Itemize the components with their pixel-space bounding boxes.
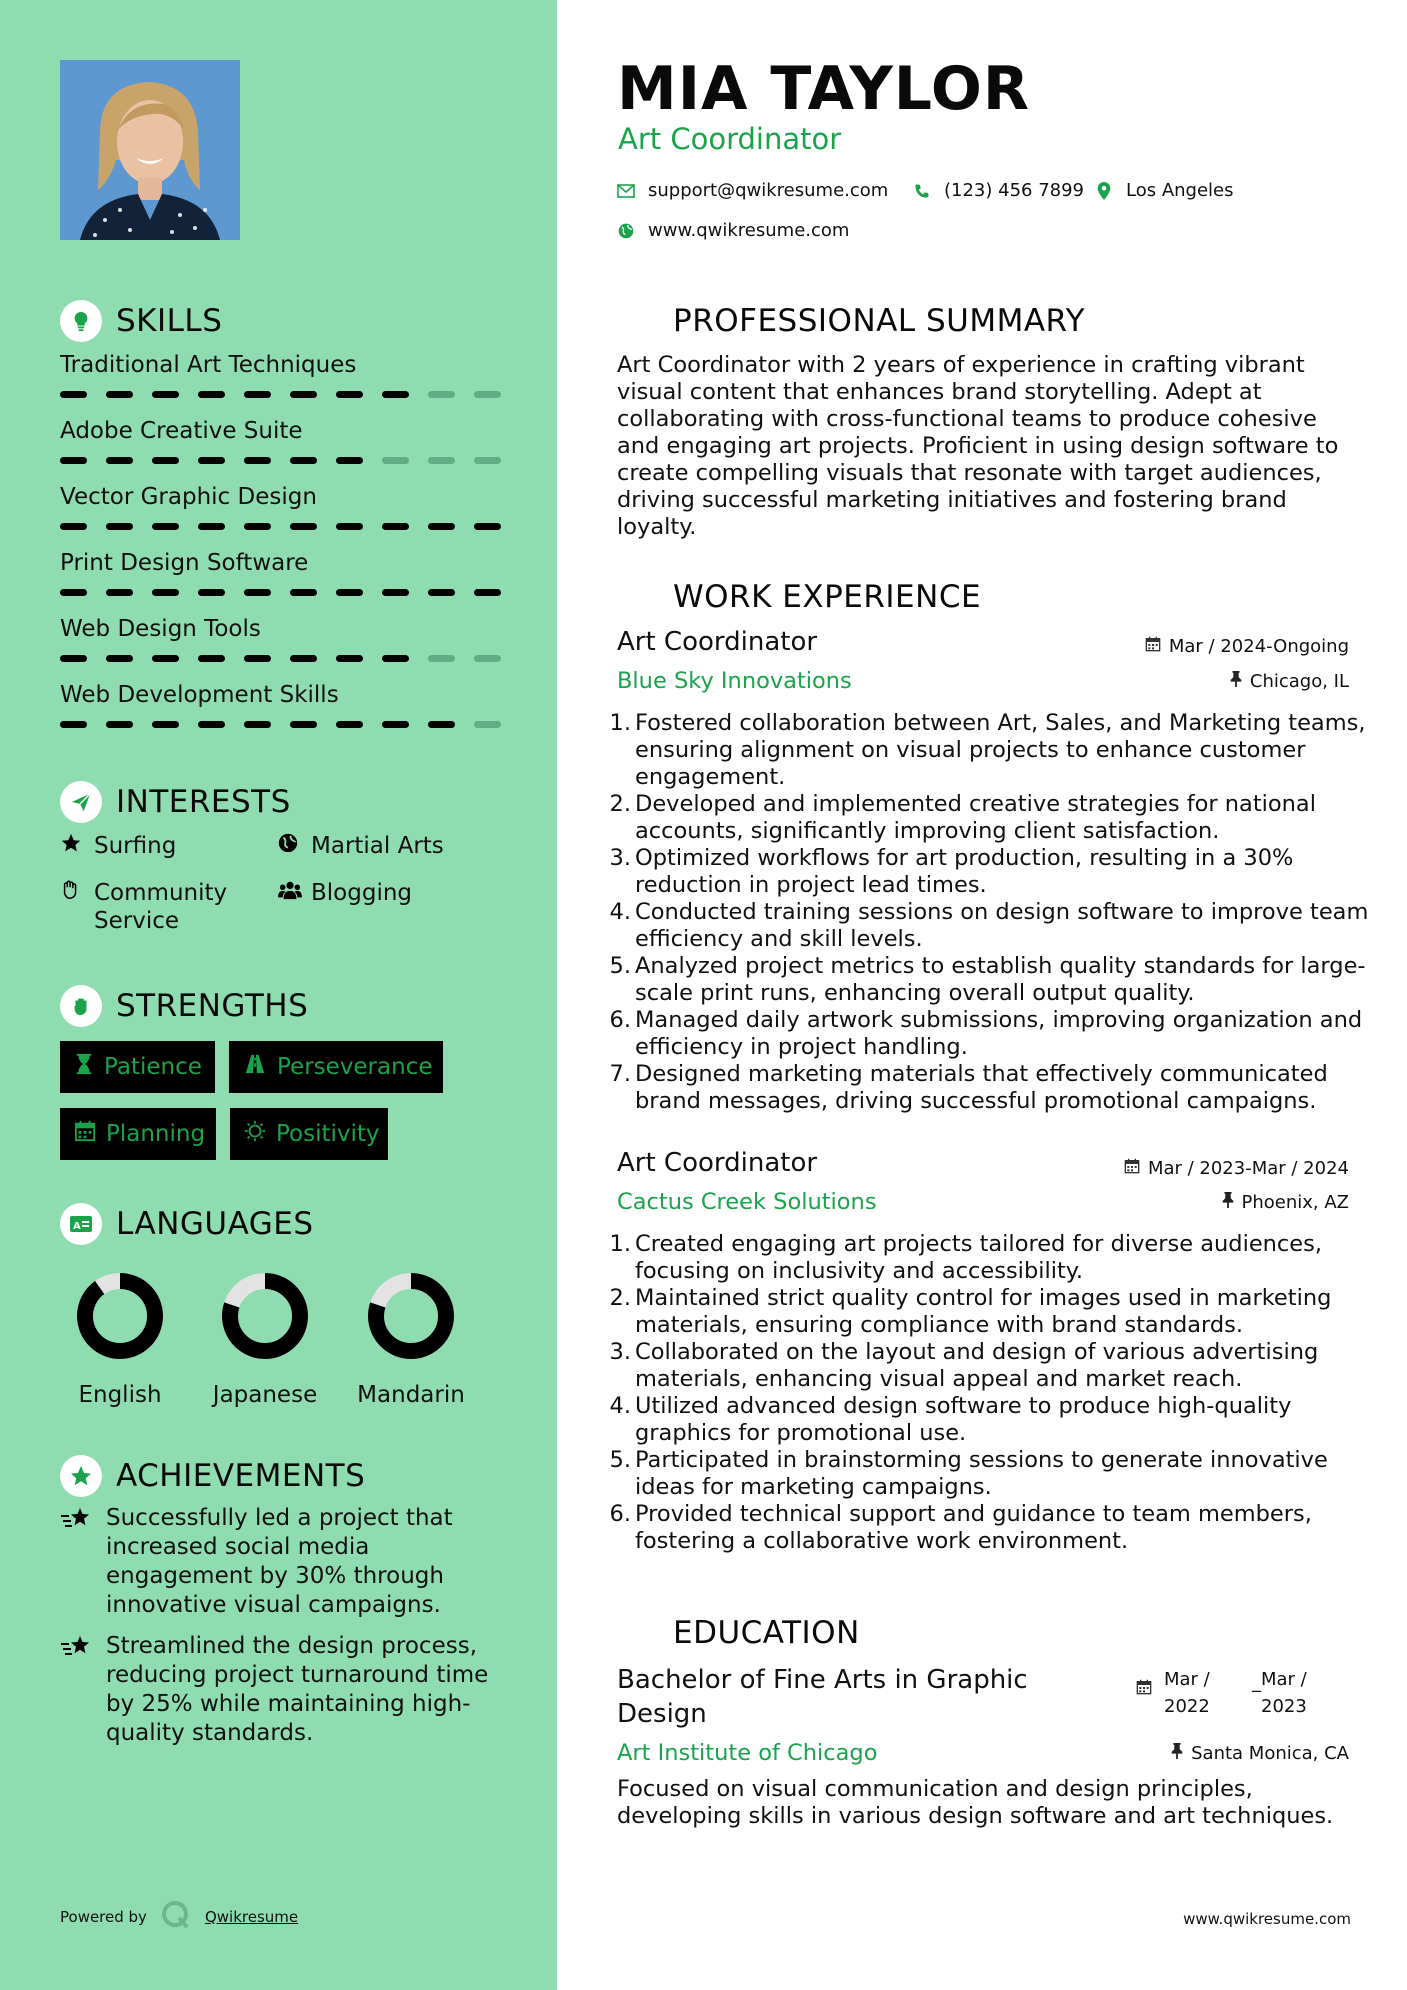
skill-dot-filled (290, 655, 317, 662)
achievement-item (60, 1632, 500, 1748)
skill-level-bar (60, 721, 501, 728)
footer-url[interactable]: www.qwikresume.com (1183, 1910, 1351, 1928)
bullet-text: Created engaging art projects tailored for diverse audiences, focusing on inclusivity and accessibility. (635, 1231, 1323, 1284)
bullet-text: Developed and implemented creative strategies for national accounts, significantly improving client satisfaction. (635, 791, 1316, 844)
sun-icon (244, 1120, 266, 1148)
bullet-text: Conducted training sessions on design software to improve team efficiency and skill levels. (635, 899, 1369, 952)
powered-by (60, 1900, 298, 1934)
globe-icon (277, 832, 301, 861)
user-icon (617, 300, 659, 342)
hourglass-icon (74, 1053, 94, 1081)
skill-dot-filled (152, 589, 179, 596)
shooting-star-icon (60, 1632, 94, 1748)
skill-dot-filled (60, 589, 87, 596)
language-donut-fill (85, 1281, 155, 1351)
strength-badge (60, 1108, 216, 1160)
globe-icon (616, 223, 636, 239)
bullet-text: Optimized workflows for art production, resulting in a 30% reduction in project lead times. (635, 845, 1294, 898)
skill-dot-filled (474, 589, 501, 596)
strength-label: Perseverance (277, 1054, 433, 1080)
skills-title: SKILLS (116, 303, 223, 339)
job-title: Art Coordinator (617, 1148, 818, 1178)
skills-heading (60, 300, 222, 342)
skill-level-bar (60, 391, 501, 398)
strengths-title: STRENGTHS (116, 988, 309, 1024)
contact-phone[interactable] (912, 180, 1084, 201)
skill-dot-filled (382, 655, 409, 662)
star-badge-icon (60, 1455, 102, 1497)
skill-dot-filled (474, 523, 501, 530)
skill-name: Traditional Art Techniques (60, 352, 357, 378)
skill-dot-empty (428, 457, 455, 464)
skill-name: Web Design Tools (60, 616, 261, 642)
skill-dot-filled (152, 523, 179, 530)
star-icon (60, 832, 84, 861)
skill-dot-filled (198, 721, 225, 728)
job-bullets (609, 710, 1369, 1115)
achievement-text: Streamlined the design process, reducing project turnaround time by 25% while maintaining high-quality standards. (106, 1633, 489, 1746)
achievements-heading (60, 1455, 365, 1497)
bullet-number: 3. (609, 1339, 631, 1365)
language-item (341, 1268, 481, 1408)
skill-dot-filled (244, 655, 271, 662)
language-name: Japanese (212, 1382, 318, 1408)
bullet-number: 3. (609, 845, 631, 871)
location-text: Los Angeles (1126, 180, 1234, 201)
language-icon (60, 1203, 102, 1245)
interests-title: INTERESTS (116, 784, 291, 820)
job-bullet (609, 791, 1369, 845)
job-bullet (609, 710, 1369, 791)
language-item (195, 1268, 335, 1408)
skill-dot-filled (198, 589, 225, 596)
phone-text: (123) 456 7899 (944, 180, 1085, 201)
bullet-text: Collaborated on the layout and design of various advertising materials, enhancing visual appeal and market reach. (635, 1339, 1319, 1392)
pushpin-icon (1222, 1192, 1234, 1213)
experience-title: WORK EXPERIENCE (673, 579, 982, 615)
candidate-role: Art Coordinator (618, 122, 842, 156)
summary-heading (617, 300, 1085, 342)
pushpin-icon (1230, 671, 1242, 692)
skill-dot-filled (152, 721, 179, 728)
job-bullet (609, 1339, 1369, 1393)
skill-dot-filled (244, 589, 271, 596)
skill-dot-filled (290, 457, 317, 464)
experience-heading (617, 576, 981, 618)
skill-dot-filled (428, 721, 455, 728)
education-end: Mar / 2023 (1261, 1669, 1307, 1717)
languages-title: LANGUAGES (116, 1206, 314, 1242)
job-dates (1124, 1158, 1349, 1179)
education-heading (617, 1612, 860, 1654)
skill-dot-filled (106, 655, 133, 662)
qwikresume-logo-icon (161, 1900, 191, 1934)
interest-label: Martial Arts (311, 833, 444, 859)
graduation-cap-icon (617, 1612, 659, 1654)
skill-dot-empty (428, 391, 455, 398)
skill-dot-filled (336, 457, 363, 464)
skill-dot-filled (106, 391, 133, 398)
skill-dot-empty (382, 457, 409, 464)
achievement-item (60, 1504, 500, 1620)
job-bullet (609, 1393, 1369, 1447)
skill-dot-filled (382, 721, 409, 728)
achievement-text: Successfully led a project that increased social media engagement by 30% through innovative visual campaigns. (106, 1505, 453, 1618)
bullet-number: 6. (609, 1501, 631, 1527)
bullet-number: 1. (609, 710, 631, 736)
hand-icon (60, 879, 84, 935)
job-location (1230, 671, 1349, 692)
company-name: Cactus Creek Solutions (617, 1189, 877, 1215)
strength-badge (230, 1108, 388, 1160)
email-text: support@qwikresume.com (648, 180, 889, 201)
job-bullet (609, 1007, 1369, 1061)
contact-email[interactable] (616, 180, 888, 201)
users-icon (277, 879, 301, 908)
skill-dot-filled (382, 391, 409, 398)
job-location (1222, 1192, 1350, 1213)
paper-plane-icon (60, 781, 102, 823)
skill-level-bar (60, 523, 501, 530)
skill-dot-empty (474, 457, 501, 464)
bullet-text: Fostered collaboration between Art, Sales, and Marketing teams, ensuring alignment on visual projects to enhance customer engagement. (635, 710, 1366, 790)
contact-website[interactable] (616, 220, 849, 241)
skill-dot-filled (290, 589, 317, 596)
fist-icon (60, 985, 102, 1027)
bullet-text: Utilized advanced design software to produce high-quality graphics for promotional use. (635, 1393, 1292, 1446)
language-item (50, 1268, 190, 1408)
skill-dot-filled (106, 457, 133, 464)
contact-location (1094, 180, 1234, 201)
job-bullet (609, 899, 1369, 953)
svg-text:A: A (73, 1221, 82, 1232)
skill-dot-filled (336, 655, 363, 662)
lightbulb-icon (60, 300, 102, 342)
job-bullet (609, 845, 1369, 899)
skill-dot-filled (106, 589, 133, 596)
education-title: EDUCATION (673, 1615, 860, 1651)
skill-dot-filled (336, 589, 363, 596)
skill-dot-filled (106, 721, 133, 728)
skill-dot-filled (290, 391, 317, 398)
job-dates (1145, 636, 1349, 657)
language-donut (72, 1268, 168, 1364)
education-description: Focused on visual communication and design principles, developing skills in various design software and art techniques. (617, 1776, 1334, 1829)
bullet-number: 6. (609, 1007, 631, 1033)
skill-dot-empty (474, 655, 501, 662)
skill-dot-filled (106, 523, 133, 530)
strength-label: Positivity (276, 1121, 380, 1147)
strength-label: Patience (104, 1054, 202, 1080)
calendar-icon (74, 1120, 96, 1148)
qwikresume-link[interactable]: Qwikresume (204, 1908, 299, 1926)
bullet-number: 5. (609, 1447, 631, 1473)
job-dates-text: Mar / 2023-Mar / 2024 (1147, 1158, 1349, 1179)
strength-badge (60, 1041, 215, 1093)
interest-label: Surfing (94, 833, 177, 859)
job-bullets (609, 1231, 1369, 1555)
skill-dot-filled (198, 391, 225, 398)
pushpin-icon (1171, 1743, 1183, 1764)
skill-dot-filled (244, 523, 271, 530)
skill-name: Web Development Skills (60, 682, 339, 708)
map-pin-icon (1094, 182, 1114, 200)
skill-dot-filled (152, 391, 179, 398)
skill-dot-filled (198, 655, 225, 662)
degree-title: Bachelor of Fine Arts in Graphic Design (617, 1665, 1028, 1729)
skill-dot-filled (290, 721, 317, 728)
job-bullet (609, 1447, 1369, 1501)
education-location-text: Santa Monica, CA (1191, 1743, 1349, 1764)
bullet-number: 4. (609, 1393, 631, 1419)
job-location-text: Chicago, IL (1249, 671, 1349, 692)
bullet-number: 4. (609, 899, 631, 925)
bullet-text: Participated in brainstorming sessions to generate innovative ideas for marketing campaigns. (635, 1447, 1328, 1500)
skill-dot-filled (244, 391, 271, 398)
skill-dot-empty (474, 721, 501, 728)
skill-dot-filled (290, 523, 317, 530)
skill-dot-filled (152, 457, 179, 464)
calendar-icon (1136, 1679, 1152, 1699)
skill-dot-filled (198, 523, 225, 530)
calendar-icon (1145, 636, 1161, 657)
job-location-text: Phoenix, AZ (1241, 1192, 1349, 1213)
skill-dot-filled (60, 457, 87, 464)
strengths-heading (60, 985, 308, 1027)
language-donut (363, 1268, 459, 1364)
skill-dot-filled (382, 523, 409, 530)
skill-name: Print Design Software (60, 550, 309, 576)
interest-item (60, 832, 176, 861)
skill-dot-filled (60, 523, 87, 530)
shooting-star-icon (60, 1504, 94, 1620)
skill-dot-filled (382, 589, 409, 596)
envelope-icon (616, 184, 636, 198)
sidebar (0, 0, 557, 1990)
skill-level-bar (60, 457, 501, 464)
language-name: English (78, 1382, 162, 1408)
bullet-text: Provided technical support and guidance to team members, fostering a collaborative work environment. (635, 1501, 1312, 1554)
education-location (1171, 1743, 1349, 1764)
language-name: Mandarin (357, 1382, 465, 1408)
road-icon (243, 1053, 267, 1081)
chair-icon (617, 576, 659, 618)
school-name: Art Institute of Chicago (617, 1740, 878, 1766)
skill-dot-filled (336, 523, 363, 530)
profile-photo (60, 60, 240, 240)
skill-level-bar (60, 589, 501, 596)
bullet-number: 7. (609, 1061, 631, 1087)
bullet-number: 2. (609, 791, 631, 817)
phone-icon (912, 183, 932, 199)
bullet-number: 5. (609, 953, 631, 979)
skill-dot-empty (474, 391, 501, 398)
company-name: Blue Sky Innovations (617, 668, 852, 694)
skill-dot-filled (152, 655, 179, 662)
interest-label: Community Service (94, 880, 228, 934)
skill-dot-filled (244, 457, 271, 464)
languages-heading (60, 1203, 314, 1245)
skill-name: Vector Graphic Design (60, 484, 317, 510)
interest-item (277, 832, 444, 861)
bullet-text: Managed daily artwork submissions, improving organization and efficiency in project handling. (635, 1007, 1363, 1060)
skill-dot-filled (336, 391, 363, 398)
skill-dot-filled (60, 721, 87, 728)
skill-dot-filled (198, 457, 225, 464)
bullet-number: 1. (609, 1231, 631, 1257)
interests-heading (60, 781, 291, 823)
job-bullet (609, 953, 1369, 1007)
skill-dot-filled (428, 589, 455, 596)
website-text: www.qwikresume.com (648, 220, 850, 241)
skill-dot-filled (60, 655, 87, 662)
interest-item (60, 879, 260, 935)
education-start: Mar / 2022 (1164, 1669, 1210, 1717)
interest-item (277, 879, 412, 908)
job-title: Art Coordinator (617, 627, 818, 657)
strength-label: Planning (106, 1121, 206, 1147)
bullet-text: Designed marketing materials that effectively communicated brand messages, driving successful promotional campaigns. (635, 1061, 1328, 1114)
skill-dot-filled (244, 721, 271, 728)
bullet-text: Maintained strict quality control for images used in marketing materials, ensuring compliance with brand standards. (635, 1285, 1332, 1338)
summary-title: PROFESSIONAL SUMMARY (673, 303, 1086, 339)
job-bullet (609, 1285, 1369, 1339)
language-donut (217, 1268, 313, 1364)
job-dates-text: Mar / 2024-Ongoing (1168, 636, 1349, 657)
bullet-text: Analyzed project metrics to establish quality standards for large-scale print runs, enhancing overall output quality. (635, 953, 1366, 1006)
skill-dot-filled (60, 391, 87, 398)
achievements-title: ACHIEVEMENTS (116, 1458, 366, 1494)
candidate-name: MIA TAYLOR (617, 54, 1031, 124)
job-bullet (609, 1061, 1369, 1115)
strength-badge (229, 1041, 443, 1093)
powered-by-label: Powered by (60, 1908, 147, 1926)
job-bullet (609, 1501, 1369, 1555)
interest-label: Blogging (311, 880, 413, 906)
skill-level-bar (60, 655, 501, 662)
summary-text: Art Coordinator with 2 years of experience in crafting vibrant visual content that enhances brand storytelling. Adept at collaborating with cross-functional teams to produce cohesive and engaging art projects. Proficient in using design software to create compelling visuals that resonate with target audiences, driving successful marketing initiatives and fostering brand loyalty. (617, 352, 1339, 540)
bullet-number: 2. (609, 1285, 631, 1311)
skill-dot-filled (428, 523, 455, 530)
date-separator: _ (1252, 1672, 1261, 1693)
skill-dot-empty (428, 655, 455, 662)
skill-dot-filled (336, 721, 363, 728)
job-bullet (609, 1231, 1369, 1285)
skill-name: Adobe Creative Suite (60, 418, 303, 444)
calendar-icon (1124, 1158, 1140, 1179)
